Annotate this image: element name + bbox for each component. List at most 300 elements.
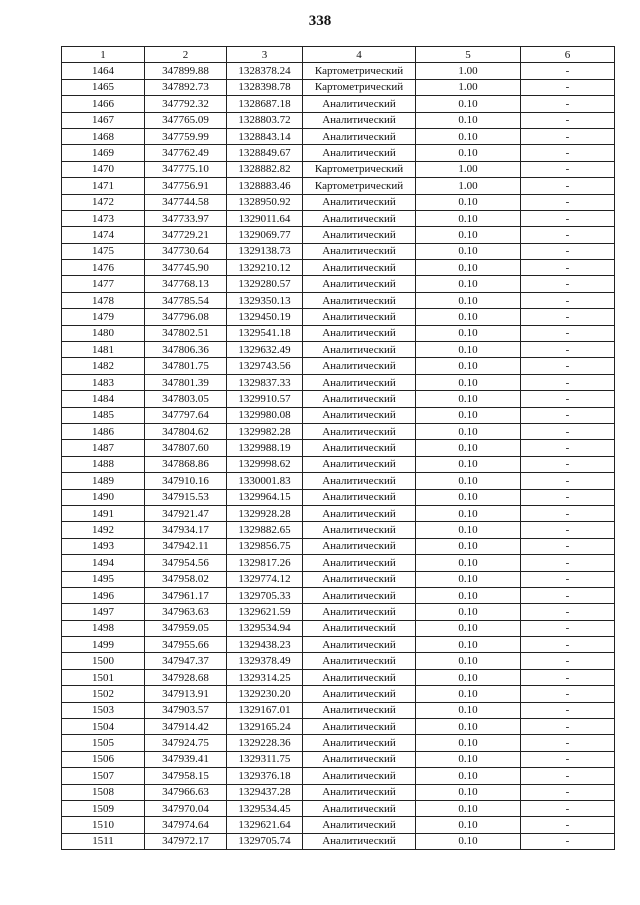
accuracy-cell: 0.10: [416, 768, 521, 784]
method-cell: Аналитический: [303, 833, 416, 849]
accuracy-cell: 0.10: [416, 538, 521, 554]
y-coordinate-cell: 1329165.24: [227, 719, 303, 735]
note-cell: -: [521, 79, 615, 95]
accuracy-cell: 0.10: [416, 637, 521, 653]
point-number-cell: 1473: [62, 210, 145, 226]
accuracy-cell: 0.10: [416, 342, 521, 358]
point-number-cell: 1487: [62, 440, 145, 456]
method-cell: Аналитический: [303, 342, 416, 358]
y-coordinate-cell: 1329228.36: [227, 735, 303, 751]
note-cell: -: [521, 407, 615, 423]
table-header-row: [62, 47, 615, 63]
accuracy-cell: 1.00: [416, 161, 521, 177]
point-number-cell: 1474: [62, 227, 145, 243]
x-coordinate-cell: 347954.56: [145, 555, 227, 571]
note-cell: -: [521, 735, 615, 751]
method-cell: Аналитический: [303, 719, 416, 735]
y-coordinate-cell: 1329437.28: [227, 784, 303, 800]
note-cell: -: [521, 538, 615, 554]
table-row: [62, 194, 615, 210]
note-cell: -: [521, 784, 615, 800]
y-coordinate-cell: 1329438.23: [227, 637, 303, 653]
x-coordinate-cell: 347961.17: [145, 587, 227, 603]
x-coordinate-cell: 347959.05: [145, 620, 227, 636]
method-cell: Аналитический: [303, 702, 416, 718]
x-coordinate-cell: 347803.05: [145, 391, 227, 407]
x-coordinate-cell: 347972.17: [145, 833, 227, 849]
note-cell: -: [521, 276, 615, 292]
table-row: [62, 325, 615, 341]
note-cell: -: [521, 227, 615, 243]
point-number-cell: 1464: [62, 63, 145, 79]
note-cell: -: [521, 374, 615, 390]
x-coordinate-cell: 347966.63: [145, 784, 227, 800]
table-row: [62, 243, 615, 259]
y-coordinate-cell: 1329988.19: [227, 440, 303, 456]
note-cell: -: [521, 702, 615, 718]
method-cell: Картометрический: [303, 178, 416, 194]
accuracy-cell: 0.10: [416, 735, 521, 751]
y-coordinate-cell: 1329376.18: [227, 768, 303, 784]
point-number-cell: 1496: [62, 587, 145, 603]
accuracy-cell: 0.10: [416, 505, 521, 521]
table-row: [62, 817, 615, 833]
x-coordinate-cell: 347928.68: [145, 669, 227, 685]
method-cell: Аналитический: [303, 653, 416, 669]
point-number-cell: 1466: [62, 96, 145, 112]
point-number-cell: 1475: [62, 243, 145, 259]
accuracy-cell: 0.10: [416, 112, 521, 128]
accuracy-cell: 0.10: [416, 325, 521, 341]
table-row: [62, 391, 615, 407]
point-number-cell: 1511: [62, 833, 145, 849]
y-coordinate-cell: 1329280.57: [227, 276, 303, 292]
note-cell: -: [521, 358, 615, 374]
table-row: [62, 505, 615, 521]
point-number-cell: 1470: [62, 161, 145, 177]
note-cell: -: [521, 604, 615, 620]
table-row: [62, 374, 615, 390]
note-cell: -: [521, 833, 615, 849]
note-cell: -: [521, 423, 615, 439]
point-number-cell: 1480: [62, 325, 145, 341]
point-number-cell: 1468: [62, 128, 145, 144]
method-cell: Аналитический: [303, 538, 416, 554]
x-coordinate-cell: 347765.09: [145, 112, 227, 128]
method-cell: Аналитический: [303, 735, 416, 751]
accuracy-cell: 0.10: [416, 817, 521, 833]
method-cell: Аналитический: [303, 800, 416, 816]
header-cell-4: 4: [303, 47, 416, 63]
accuracy-cell: 0.10: [416, 243, 521, 259]
method-cell: Аналитический: [303, 768, 416, 784]
x-coordinate-cell: 347921.47: [145, 505, 227, 521]
x-coordinate-cell: 347768.13: [145, 276, 227, 292]
method-cell: Аналитический: [303, 260, 416, 276]
point-number-cell: 1484: [62, 391, 145, 407]
accuracy-cell: 0.10: [416, 423, 521, 439]
y-coordinate-cell: 1329928.28: [227, 505, 303, 521]
table-row: [62, 161, 615, 177]
accuracy-cell: 0.10: [416, 833, 521, 849]
point-number-cell: 1483: [62, 374, 145, 390]
table-row: [62, 63, 615, 79]
method-cell: Аналитический: [303, 374, 416, 390]
table-row: [62, 145, 615, 161]
x-coordinate-cell: 347792.32: [145, 96, 227, 112]
x-coordinate-cell: 347910.16: [145, 473, 227, 489]
coordinates-table: [61, 46, 615, 850]
x-coordinate-cell: 347914.42: [145, 719, 227, 735]
point-number-cell: 1469: [62, 145, 145, 161]
point-number-cell: 1493: [62, 538, 145, 554]
table-row: [62, 784, 615, 800]
note-cell: -: [521, 292, 615, 308]
table-row: [62, 79, 615, 95]
point-number-cell: 1510: [62, 817, 145, 833]
method-cell: Аналитический: [303, 440, 416, 456]
method-cell: Аналитический: [303, 391, 416, 407]
x-coordinate-cell: 347804.62: [145, 423, 227, 439]
note-cell: -: [521, 112, 615, 128]
point-number-cell: 1500: [62, 653, 145, 669]
point-number-cell: 1506: [62, 751, 145, 767]
method-cell: Аналитический: [303, 456, 416, 472]
y-coordinate-cell: 1329350.13: [227, 292, 303, 308]
y-coordinate-cell: 1329378.49: [227, 653, 303, 669]
accuracy-cell: 0.10: [416, 391, 521, 407]
point-number-cell: 1505: [62, 735, 145, 751]
table-row: [62, 276, 615, 292]
y-coordinate-cell: 1329621.59: [227, 604, 303, 620]
method-cell: Аналитический: [303, 571, 416, 587]
y-coordinate-cell: 1329817.26: [227, 555, 303, 571]
note-cell: -: [521, 243, 615, 259]
table-row: [62, 604, 615, 620]
accuracy-cell: 0.10: [416, 489, 521, 505]
method-cell: Аналитический: [303, 620, 416, 636]
method-cell: Аналитический: [303, 407, 416, 423]
accuracy-cell: 0.10: [416, 456, 521, 472]
accuracy-cell: 0.10: [416, 227, 521, 243]
x-coordinate-cell: 347892.73: [145, 79, 227, 95]
y-coordinate-cell: 1329980.08: [227, 407, 303, 423]
note-cell: -: [521, 440, 615, 456]
y-coordinate-cell: 1329534.94: [227, 620, 303, 636]
table-row: [62, 456, 615, 472]
x-coordinate-cell: 347801.39: [145, 374, 227, 390]
method-cell: Аналитический: [303, 96, 416, 112]
table-row: [62, 538, 615, 554]
method-cell: Картометрический: [303, 161, 416, 177]
note-cell: -: [521, 620, 615, 636]
accuracy-cell: 0.10: [416, 571, 521, 587]
method-cell: Аналитический: [303, 227, 416, 243]
x-coordinate-cell: 347733.97: [145, 210, 227, 226]
x-coordinate-cell: 347807.60: [145, 440, 227, 456]
header-cell-1: 1: [62, 47, 145, 63]
point-number-cell: 1497: [62, 604, 145, 620]
x-coordinate-cell: 347974.64: [145, 817, 227, 833]
y-coordinate-cell: 1328843.14: [227, 128, 303, 144]
note-cell: -: [521, 210, 615, 226]
point-number-cell: 1499: [62, 637, 145, 653]
accuracy-cell: 1.00: [416, 63, 521, 79]
method-cell: Аналитический: [303, 276, 416, 292]
table-row: [62, 637, 615, 653]
x-coordinate-cell: 347899.88: [145, 63, 227, 79]
point-number-cell: 1491: [62, 505, 145, 521]
note-cell: -: [521, 800, 615, 816]
point-number-cell: 1485: [62, 407, 145, 423]
table-row: [62, 686, 615, 702]
accuracy-cell: 0.10: [416, 292, 521, 308]
accuracy-cell: 0.10: [416, 210, 521, 226]
method-cell: Аналитический: [303, 604, 416, 620]
accuracy-cell: 1.00: [416, 79, 521, 95]
header-cell-2: 2: [145, 47, 227, 63]
y-coordinate-cell: 1328950.92: [227, 194, 303, 210]
x-coordinate-cell: 347729.21: [145, 227, 227, 243]
x-coordinate-cell: 347942.11: [145, 538, 227, 554]
table-row: [62, 178, 615, 194]
table-row: [62, 702, 615, 718]
note-cell: -: [521, 178, 615, 194]
method-cell: Аналитический: [303, 309, 416, 325]
x-coordinate-cell: 347868.86: [145, 456, 227, 472]
y-coordinate-cell: 1329910.57: [227, 391, 303, 407]
table-row: [62, 309, 615, 325]
note-cell: -: [521, 145, 615, 161]
method-cell: Аналитический: [303, 751, 416, 767]
x-coordinate-cell: 347806.36: [145, 342, 227, 358]
note-cell: -: [521, 522, 615, 538]
method-cell: Аналитический: [303, 522, 416, 538]
table-row: [62, 768, 615, 784]
header-cell-5: 5: [416, 47, 521, 63]
x-coordinate-cell: 347785.54: [145, 292, 227, 308]
x-coordinate-cell: 347801.75: [145, 358, 227, 374]
note-cell: -: [521, 817, 615, 833]
method-cell: Аналитический: [303, 194, 416, 210]
point-number-cell: 1504: [62, 719, 145, 735]
point-number-cell: 1467: [62, 112, 145, 128]
table-row: [62, 800, 615, 816]
y-coordinate-cell: 1329138.73: [227, 243, 303, 259]
note-cell: -: [521, 96, 615, 112]
y-coordinate-cell: 1329882.65: [227, 522, 303, 538]
y-coordinate-cell: 1329230.20: [227, 686, 303, 702]
y-coordinate-cell: 1329314.25: [227, 669, 303, 685]
accuracy-cell: 0.10: [416, 620, 521, 636]
accuracy-cell: 0.10: [416, 555, 521, 571]
y-coordinate-cell: 1329743.56: [227, 358, 303, 374]
method-cell: Картометрический: [303, 63, 416, 79]
note-cell: -: [521, 489, 615, 505]
table-row: [62, 522, 615, 538]
table-row: [62, 587, 615, 603]
point-number-cell: 1481: [62, 342, 145, 358]
table-row: [62, 96, 615, 112]
table-row: [62, 751, 615, 767]
note-cell: -: [521, 194, 615, 210]
method-cell: Картометрический: [303, 79, 416, 95]
table-row: [62, 669, 615, 685]
note-cell: -: [521, 473, 615, 489]
accuracy-cell: 0.10: [416, 440, 521, 456]
table-row: [62, 555, 615, 571]
x-coordinate-cell: 347745.90: [145, 260, 227, 276]
x-coordinate-cell: 347958.15: [145, 768, 227, 784]
note-cell: -: [521, 637, 615, 653]
point-number-cell: 1494: [62, 555, 145, 571]
note-cell: -: [521, 456, 615, 472]
point-number-cell: 1465: [62, 79, 145, 95]
note-cell: -: [521, 260, 615, 276]
x-coordinate-cell: 347913.91: [145, 686, 227, 702]
y-coordinate-cell: 1330001.83: [227, 473, 303, 489]
y-coordinate-cell: 1329998.62: [227, 456, 303, 472]
table-row: [62, 833, 615, 849]
y-coordinate-cell: 1329837.33: [227, 374, 303, 390]
note-cell: -: [521, 768, 615, 784]
y-coordinate-cell: 1329210.12: [227, 260, 303, 276]
point-number-cell: 1478: [62, 292, 145, 308]
y-coordinate-cell: 1329705.74: [227, 833, 303, 849]
x-coordinate-cell: 347762.49: [145, 145, 227, 161]
y-coordinate-cell: 1329621.64: [227, 817, 303, 833]
accuracy-cell: 0.10: [416, 604, 521, 620]
y-coordinate-cell: 1329964.15: [227, 489, 303, 505]
method-cell: Аналитический: [303, 817, 416, 833]
x-coordinate-cell: 347730.64: [145, 243, 227, 259]
x-coordinate-cell: 347963.63: [145, 604, 227, 620]
accuracy-cell: 0.10: [416, 522, 521, 538]
y-coordinate-cell: 1328398.78: [227, 79, 303, 95]
point-number-cell: 1495: [62, 571, 145, 587]
point-number-cell: 1509: [62, 800, 145, 816]
method-cell: Аналитический: [303, 669, 416, 685]
accuracy-cell: 0.10: [416, 587, 521, 603]
y-coordinate-cell: 1328849.67: [227, 145, 303, 161]
point-number-cell: 1486: [62, 423, 145, 439]
x-coordinate-cell: 347958.02: [145, 571, 227, 587]
note-cell: -: [521, 309, 615, 325]
x-coordinate-cell: 347939.41: [145, 751, 227, 767]
accuracy-cell: 0.10: [416, 260, 521, 276]
table-row: [62, 489, 615, 505]
y-coordinate-cell: 1329011.64: [227, 210, 303, 226]
accuracy-cell: 0.10: [416, 784, 521, 800]
y-coordinate-cell: 1329069.77: [227, 227, 303, 243]
method-cell: Аналитический: [303, 473, 416, 489]
y-coordinate-cell: 1329450.19: [227, 309, 303, 325]
table-row: [62, 128, 615, 144]
header-cell-3: 3: [227, 47, 303, 63]
accuracy-cell: 0.10: [416, 669, 521, 685]
accuracy-cell: 0.10: [416, 96, 521, 112]
y-coordinate-cell: 1329541.18: [227, 325, 303, 341]
table-header: [62, 47, 615, 63]
y-coordinate-cell: 1329856.75: [227, 538, 303, 554]
accuracy-cell: 0.10: [416, 719, 521, 735]
note-cell: -: [521, 391, 615, 407]
accuracy-cell: 0.10: [416, 653, 521, 669]
accuracy-cell: 0.10: [416, 751, 521, 767]
y-coordinate-cell: 1328687.18: [227, 96, 303, 112]
note-cell: -: [521, 587, 615, 603]
y-coordinate-cell: 1328803.72: [227, 112, 303, 128]
table-row: [62, 571, 615, 587]
method-cell: Аналитический: [303, 358, 416, 374]
y-coordinate-cell: 1328883.46: [227, 178, 303, 194]
note-cell: -: [521, 128, 615, 144]
table-row: [62, 440, 615, 456]
y-coordinate-cell: 1329774.12: [227, 571, 303, 587]
note-cell: -: [521, 325, 615, 341]
note-cell: -: [521, 555, 615, 571]
accuracy-cell: 0.10: [416, 194, 521, 210]
note-cell: -: [521, 342, 615, 358]
y-coordinate-cell: 1329982.28: [227, 423, 303, 439]
method-cell: Аналитический: [303, 243, 416, 259]
table-row: [62, 407, 615, 423]
accuracy-cell: 0.10: [416, 128, 521, 144]
y-coordinate-cell: 1329705.33: [227, 587, 303, 603]
x-coordinate-cell: 347947.37: [145, 653, 227, 669]
point-number-cell: 1501: [62, 669, 145, 685]
accuracy-cell: 0.10: [416, 309, 521, 325]
table-row: [62, 260, 615, 276]
x-coordinate-cell: 347759.99: [145, 128, 227, 144]
y-coordinate-cell: 1329167.01: [227, 702, 303, 718]
point-number-cell: 1477: [62, 276, 145, 292]
point-number-cell: 1498: [62, 620, 145, 636]
x-coordinate-cell: 347915.53: [145, 489, 227, 505]
accuracy-cell: 0.10: [416, 276, 521, 292]
method-cell: Аналитический: [303, 128, 416, 144]
note-cell: -: [521, 653, 615, 669]
point-number-cell: 1507: [62, 768, 145, 784]
x-coordinate-cell: 347744.58: [145, 194, 227, 210]
table-row: [62, 423, 615, 439]
method-cell: Аналитический: [303, 292, 416, 308]
x-coordinate-cell: 347955.66: [145, 637, 227, 653]
method-cell: Аналитический: [303, 686, 416, 702]
accuracy-cell: 0.10: [416, 374, 521, 390]
note-cell: -: [521, 571, 615, 587]
table-row: [62, 719, 615, 735]
note-cell: -: [521, 161, 615, 177]
method-cell: Аналитический: [303, 325, 416, 341]
method-cell: Аналитический: [303, 489, 416, 505]
accuracy-cell: 0.10: [416, 145, 521, 161]
table-row: [62, 342, 615, 358]
x-coordinate-cell: 347802.51: [145, 325, 227, 341]
note-cell: -: [521, 719, 615, 735]
table-row: [62, 653, 615, 669]
point-number-cell: 1482: [62, 358, 145, 374]
y-coordinate-cell: 1329632.49: [227, 342, 303, 358]
accuracy-cell: 0.10: [416, 473, 521, 489]
accuracy-cell: 0.10: [416, 407, 521, 423]
method-cell: Аналитический: [303, 505, 416, 521]
method-cell: Аналитический: [303, 423, 416, 439]
y-coordinate-cell: 1328882.82: [227, 161, 303, 177]
x-coordinate-cell: 347924.75: [145, 735, 227, 751]
accuracy-cell: 0.10: [416, 686, 521, 702]
method-cell: Аналитический: [303, 112, 416, 128]
